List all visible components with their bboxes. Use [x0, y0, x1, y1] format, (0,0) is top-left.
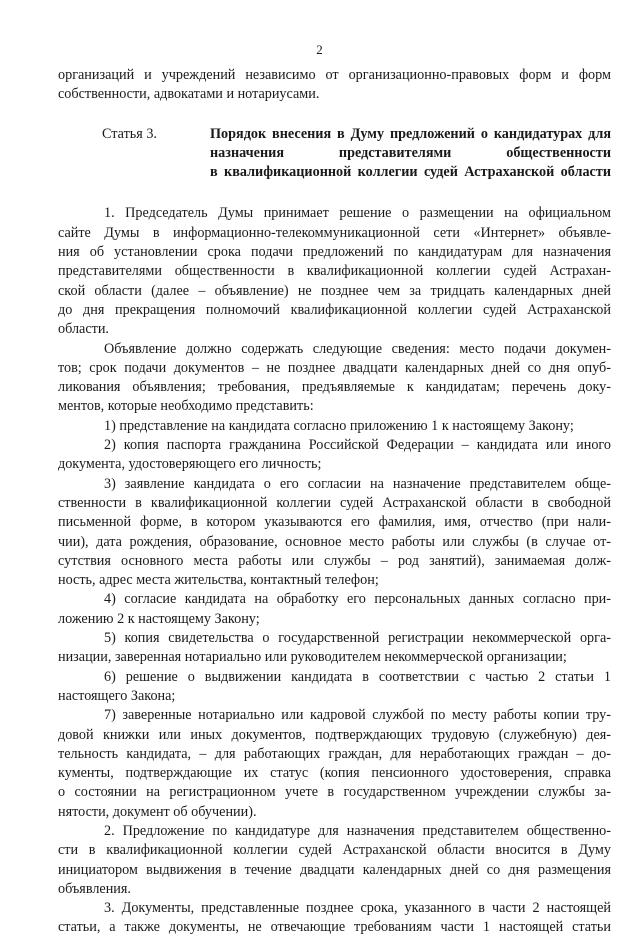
text-line: ментов, которые необходимо представить:: [58, 398, 314, 415]
article-paragraphs: [58, 204, 611, 937]
text-line: чии), дата рождения, образование, основное место работы или службы (в случае от-: [58, 533, 611, 550]
paragraph: [58, 340, 611, 417]
text-line: ность, адрес места жительства, контактный телефон;: [58, 572, 379, 589]
article-heading: [58, 125, 611, 183]
text-line: довой книжки или иных документов, подтверждающих трудовую (служебную) дея-: [58, 726, 611, 743]
text-line: 2. Предложение по кандидатуре для назначения представителем общественно-: [104, 822, 611, 839]
text-line: собственности, адвокатами и нотариусами.: [58, 86, 320, 103]
text-line: 3. Документы, представленные позднее срока, указанного в части 2 настоящей: [104, 900, 611, 917]
page-number: 2: [316, 42, 323, 57]
text-line: 5) копия свидетельства о государственной регистрации некоммерческой орга-: [104, 630, 611, 647]
text-line: документа, удостоверяющего его личность;: [58, 456, 322, 473]
text-line: нятости, документ об обучении).: [58, 803, 257, 820]
title-line: в квалификационной коллегии судей Астраханской области: [210, 164, 611, 181]
paragraph: [58, 204, 611, 339]
text-line: 3) заявление кандидата о его согласии на назначение представителем обще-: [104, 475, 611, 492]
text-line: сайте Думы в информационно-телекоммуникационной сети «Интернет» объявле-: [58, 224, 611, 241]
text-line: настоящего Закона;: [58, 687, 176, 704]
text-line: ния об установлении срока подачи предложений по кандидатурам для назначения: [58, 244, 611, 261]
text-line: ложению 2 к настоящему Закону;: [58, 610, 260, 627]
intro-paragraph: [58, 66, 611, 105]
text-line: до дня прекращения полномочий квалификационной коллегии судей Астраханской: [58, 301, 611, 318]
text-line: статьи, а также документы, не отвечающие требованиям части 1 настоящей статьи: [58, 919, 611, 936]
text-line: 1) представление на кандидата согласно приложению 1 к настоящему Закону;: [104, 417, 574, 434]
paragraph: [58, 590, 611, 629]
text-line: сти в квалификационной коллегии судей Астраханской области вносится в Думу: [58, 842, 611, 859]
paragraph: [58, 706, 611, 822]
text-line: 7) заверенные нотариально или кадровой службой по месту работы копии тру-: [104, 707, 611, 724]
document-body: [58, 66, 611, 938]
text-line: кументы, подтверждающие их статус (копия пенсионного удостоверения, справка: [58, 765, 611, 782]
paragraph: [58, 668, 611, 707]
article-title: [210, 125, 611, 183]
text-line: ликования объявления; требования, предъявляемые к кандидатам; перечень доку-: [58, 379, 611, 396]
paragraph: [58, 436, 611, 475]
article-number: Статья 3.: [102, 125, 157, 142]
paragraph: [58, 629, 611, 668]
text-line: письменной форме, в котором указываются его фамилия, имя, отчество (при нали-: [58, 514, 611, 531]
text-line: 6) решение о выдвижении кандидата в соответствии с частью 2 статьи 1: [104, 668, 611, 685]
paragraph: [58, 475, 611, 591]
text-line: сутствия основного места работы или службы – род занятий), занимаемая долж-: [58, 552, 611, 569]
text-line: представителями общественности в квалификационной коллегии судей Астрахан-: [58, 263, 611, 280]
text-line: объявления.: [58, 880, 131, 897]
text-line: низации, заверенная нотариально или руководителем некоммерческой организации;: [58, 649, 567, 666]
text-line: ской области (далее – объявление) не позднее чем за тридцать календарных дней: [58, 282, 611, 299]
text-line: 1. Председатель Думы принимает решение о размещении на официальном: [104, 205, 611, 222]
text-line: Объявление должно содержать следующие сведения: место подачи докумен-: [104, 340, 611, 357]
text-line: ственности в квалификационной коллегии судей Астраханской области в свободной: [58, 494, 611, 511]
text-line: тов; срок подачи документов – не позднее двадцати календарных дней со дня опуб-: [58, 359, 611, 376]
text-line: о состоянии на регистрационном учете в государственном учреждении службы за-: [58, 784, 611, 801]
text-line: 2) копия паспорта гражданина Российской Федерации – кандидата или иного: [104, 437, 611, 454]
text-line: 4) согласие кандидата на обработку его персональных данных согласно при-: [104, 591, 611, 608]
text-line: тельность кандидата, – для работающих граждан, для неработающих граждан – до-: [58, 745, 611, 762]
text-line: инициатором выдвижения в течение двадцати календарных дней со дня размещения: [58, 861, 611, 878]
paragraph: [58, 822, 611, 899]
title-line: назначения представителями общественности: [210, 144, 611, 161]
title-line: Порядок внесения в Думу предложений о кандидатурах для: [210, 125, 611, 142]
paragraph: [58, 417, 611, 436]
text-line: организаций и учреждений независимо от организационно-правовых форм и форм: [58, 67, 611, 83]
text-line: области.: [58, 321, 109, 338]
